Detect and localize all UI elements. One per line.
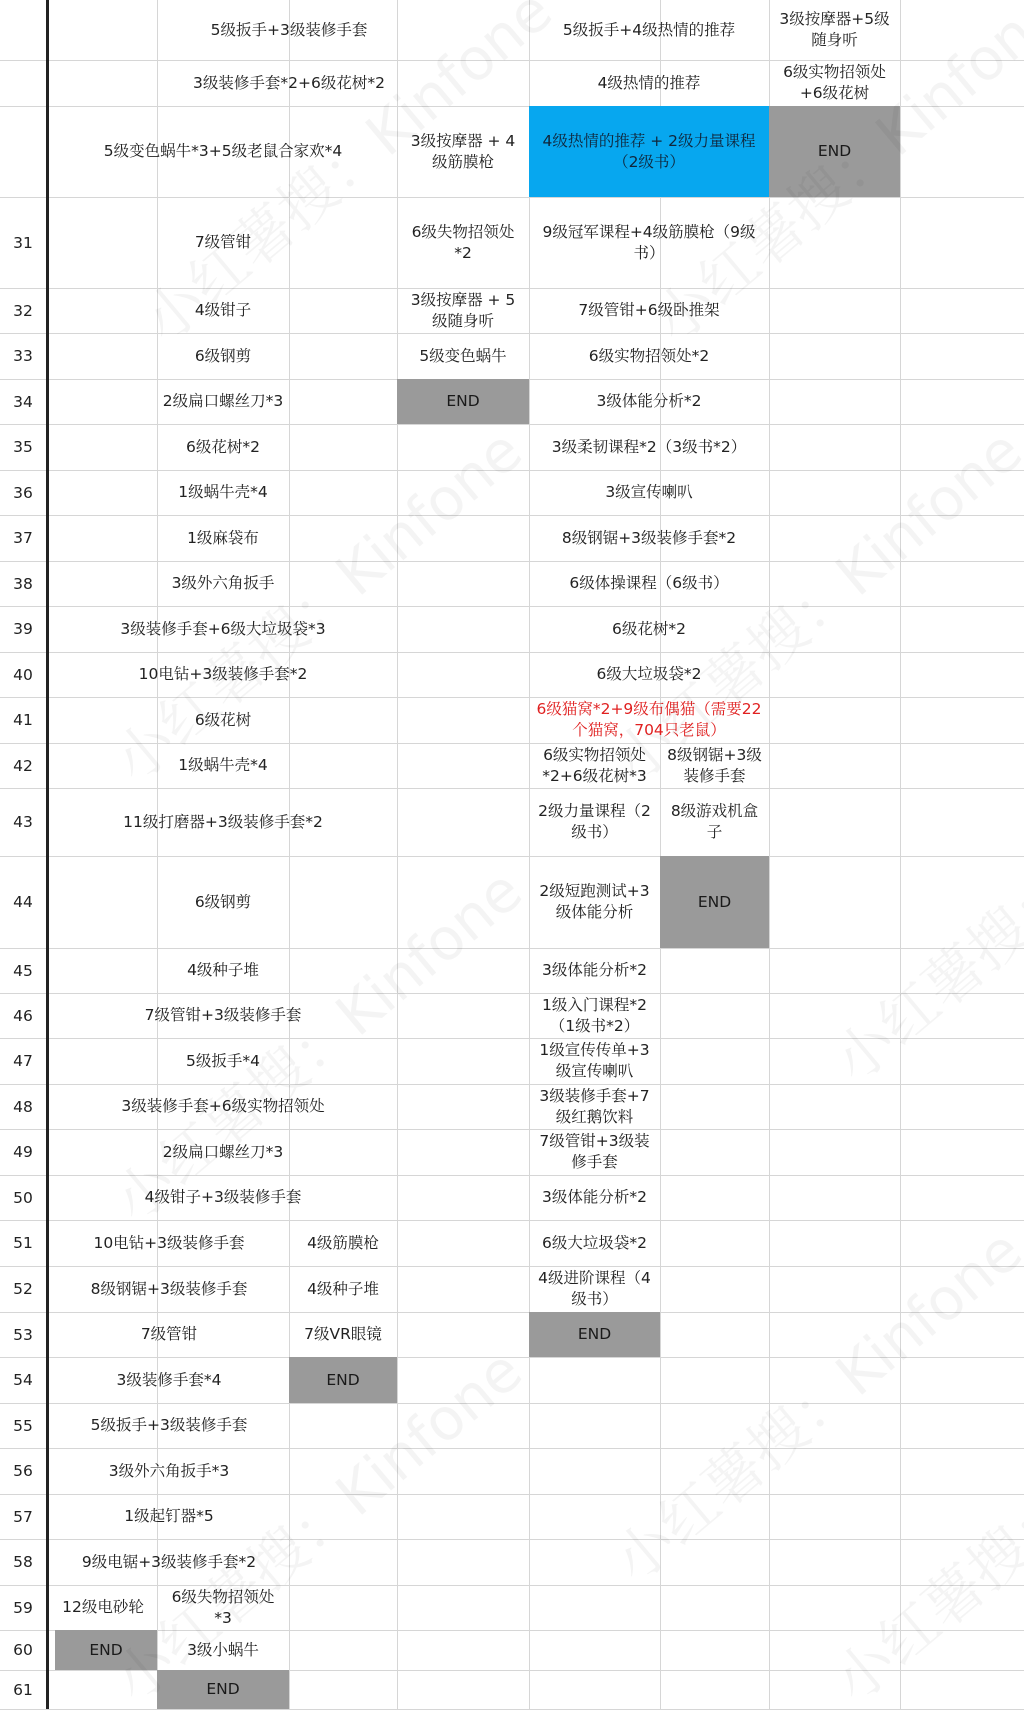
merged-cell[interactable]: 6级猫窝*2+9级布偶猫（需要22个猫窝，704只老鼠） [536, 700, 762, 739]
merged-cell[interactable]: 7级管钳+3级装修手套 [144, 1006, 302, 1024]
merged-cell[interactable]: 6级实物招领处*2+6级花树*3 [542, 745, 647, 785]
row-number[interactable] [0, 60, 46, 106]
merged-cell[interactable]: 5级扳手*4 [186, 1051, 260, 1070]
row-number[interactable]: 35 [13, 438, 33, 456]
merged-cell[interactable]: 2级短跑测试+3级体能分析 [539, 882, 650, 921]
merged-cell[interactable]: 7级管钳 [140, 1325, 198, 1343]
merged-cell[interactable]: 3级按摩器+5级随身听 [779, 10, 890, 49]
merged-cell[interactable]: 8级钢锯+3级装修手套 [90, 1279, 248, 1298]
row-number[interactable]: 60 [13, 1641, 33, 1659]
merged-cell[interactable]: 5级变色蜗牛*3+5级老鼠合家欢*4 [103, 142, 343, 160]
row-number[interactable]: 48 [13, 1097, 33, 1116]
merged-cell[interactable]: 3级装修手套*2+6级花树*2 [193, 73, 385, 92]
column-gridline [900, 0, 901, 1709]
merged-cell[interactable]: 11级打磨器+3级装修手套*2 [123, 812, 323, 831]
merged-cell[interactable]: 7级管钳 [194, 233, 252, 251]
merged-cell[interactable]: 2级扁口螺丝刀*3 [162, 1142, 284, 1161]
merged-cell[interactable]: 6级钢剪 [194, 346, 252, 365]
row-number[interactable]: 47 [13, 1052, 33, 1070]
merged-cell[interactable]: 3级体能分析*2 [542, 961, 647, 979]
end-cell[interactable]: END [769, 106, 900, 197]
row-number[interactable]: 45 [13, 961, 33, 980]
merged-cell[interactable]: 3级装修手套+7级红鹅饮料 [539, 1086, 650, 1126]
merged-cell[interactable]: 10电钻+3级装修手套*2 [138, 665, 308, 683]
column-gridline [769, 0, 770, 1709]
merged-cell[interactable]: 6级花树 [194, 710, 252, 729]
merged-cell[interactable]: 5级变色蜗牛 [419, 346, 507, 365]
merged-cell[interactable]: 6级花树*2 [612, 619, 686, 638]
merged-cell[interactable]: 2级扁口螺丝刀*3 [162, 392, 284, 410]
merged-cell[interactable]: 3级装修手套+6级大垃圾袋*3 [120, 619, 326, 638]
merged-cell[interactable]: 3级按摩器 + 4级筋膜枪 [410, 131, 516, 171]
watermark [813, 1326, 1024, 1718]
merged-cell[interactable]: 4级筋膜枪 [307, 1233, 379, 1252]
row-number[interactable]: 37 [13, 529, 33, 547]
merged-cell[interactable]: 5级扳手+3级装修手套 [210, 20, 368, 39]
row-number[interactable]: 44 [13, 893, 33, 911]
merged-cell[interactable]: 6级花树*2 [186, 437, 260, 456]
row-number[interactable]: 39 [13, 620, 33, 638]
merged-cell[interactable]: 9级冠军课程+4级筋膜枪（9级书） [542, 222, 756, 262]
merged-cell[interactable]: 4级进阶课程（4级书） [538, 1269, 651, 1308]
row-number[interactable]: 57 [13, 1507, 33, 1526]
merged-cell[interactable]: 7级VR眼镜 [304, 1325, 382, 1343]
row-number[interactable]: 42 [13, 756, 33, 775]
row-number[interactable] [0, 0, 46, 60]
merged-cell[interactable]: 3级装修手套*4 [116, 1370, 222, 1389]
merged-cell[interactable]: 3级宣传喇叭 [605, 483, 693, 501]
merged-cell[interactable]: 3级装修手套+6级实物招领处 [121, 1097, 325, 1115]
row-number[interactable]: 59 [13, 1598, 33, 1617]
end-cell[interactable]: END [289, 1357, 397, 1403]
row-number[interactable]: 61 [13, 1680, 33, 1699]
merged-cell[interactable]: 6级钢剪 [194, 892, 252, 911]
merged-cell[interactable]: 3级体能分析*2 [596, 392, 702, 410]
merged-cell[interactable]: 8级钢锯+3级装修手套*2 [561, 528, 737, 547]
merged-cell[interactable]: 3级小蜗牛 [187, 1640, 259, 1659]
row-number[interactable]: 46 [13, 1006, 33, 1025]
end-cell[interactable]: END [157, 1670, 289, 1709]
row-number[interactable]: 33 [13, 347, 33, 365]
merged-cell[interactable]: 9级电锯+3级装修手套*2 [81, 1552, 257, 1571]
merged-cell[interactable]: 6级失物招领处*2 [411, 222, 515, 262]
end-cell[interactable]: END [529, 1312, 660, 1357]
merged-cell[interactable]: 12级电砂轮 [62, 1598, 144, 1616]
row-number[interactable]: 32 [13, 301, 33, 320]
merged-cell[interactable]: 4级种子堆 [307, 1279, 379, 1298]
merged-cell[interactable]: 7级管钳+6级卧推架 [578, 301, 720, 319]
merged-cell[interactable]: 4级种子堆 [187, 961, 259, 979]
merged-cell[interactable]: 1级蜗牛壳*4 [178, 756, 268, 774]
merged-cell[interactable]: 6级实物招领处+6级花树 [783, 63, 886, 102]
merged-cell[interactable]: 4级钳子 [194, 301, 252, 319]
merged-cell[interactable]: 6级大垃圾袋*2 [596, 665, 702, 683]
merged-cell[interactable]: 4级热情的推荐 [597, 73, 701, 92]
merged-cell[interactable]: 1级起钉器*5 [124, 1507, 214, 1525]
row-gridline [0, 1709, 1024, 1710]
merged-cell[interactable]: 5级扳手+4级热情的推荐 [562, 20, 736, 39]
row-number[interactable]: 49 [13, 1143, 33, 1161]
merged-cell[interactable]: 1级入门课程*2（1级书*2） [542, 995, 647, 1035]
merged-cell[interactable]: 1级蜗牛壳*4 [178, 483, 268, 501]
merged-cell[interactable]: 6级失物招领处*3 [171, 1587, 275, 1627]
row-gridline [0, 1670, 1024, 1671]
merged-cell[interactable]: 4级钳子+3级装修手套 [144, 1188, 302, 1206]
row-number[interactable]: 53 [13, 1325, 33, 1344]
row-number[interactable]: 38 [13, 574, 33, 593]
row-number[interactable]: 50 [13, 1188, 33, 1207]
row-number[interactable]: 34 [13, 392, 33, 411]
row-number[interactable]: 40 [13, 665, 33, 684]
merged-cell[interactable]: 3级外六角扳手*3 [108, 1461, 230, 1480]
end-cell[interactable]: END [660, 856, 769, 948]
merged-cell[interactable]: 3级外六角扳手 [171, 574, 275, 592]
merged-cell[interactable]: 3级按摩器 + 5级随身听 [410, 290, 516, 330]
merged-cell[interactable]: 6级体操课程（6级书） [569, 574, 729, 592]
row-number[interactable]: 56 [13, 1462, 33, 1480]
merged-cell[interactable]: 5级扳手+3级装修手套 [90, 1416, 248, 1434]
merged-cell[interactable]: 2级力量课程（2级书） [538, 802, 651, 841]
merged-cell[interactable]: 10电钻+3级装修手套 [93, 1233, 245, 1252]
merged-cell[interactable]: 3级体能分析*2 [542, 1188, 647, 1206]
end-cell[interactable]: END [55, 1630, 157, 1670]
row-number[interactable]: 54 [13, 1371, 33, 1389]
merged-cell[interactable]: 8级钢锯+3级装修手套 [667, 745, 762, 785]
row-number[interactable] [0, 106, 46, 197]
row-number[interactable]: 36 [13, 483, 33, 502]
watermark [813, 706, 1024, 1098]
row-number[interactable]: 43 [13, 813, 33, 831]
merged-cell[interactable]: 6级实物招领处*2 [588, 346, 710, 365]
row-number[interactable]: 52 [13, 1280, 33, 1298]
row-number[interactable]: 41 [13, 711, 33, 729]
merged-cell[interactable]: 1级麻袋布 [187, 528, 259, 547]
merged-cell[interactable]: 3级柔韧课程*2（3级书*2） [551, 437, 747, 456]
merged-cell[interactable]: 7级管钳+3级装修手套 [539, 1132, 650, 1171]
merged-cell[interactable]: 8级游戏机盒子 [670, 802, 759, 841]
merged-cell[interactable]: 1级宣传传单+3级宣传喇叭 [539, 1041, 650, 1080]
row-number[interactable]: 55 [13, 1416, 33, 1435]
row-number[interactable]: 31 [13, 233, 33, 252]
merged-cell[interactable]: 6级大垃圾袋*2 [542, 1233, 647, 1252]
row-number[interactable]: 51 [13, 1234, 33, 1252]
merged-cell[interactable]: 4级热情的推荐 + 2级力量课程（2级书） [529, 106, 769, 197]
end-cell[interactable]: END [397, 379, 529, 424]
row-number[interactable]: 58 [13, 1553, 33, 1571]
